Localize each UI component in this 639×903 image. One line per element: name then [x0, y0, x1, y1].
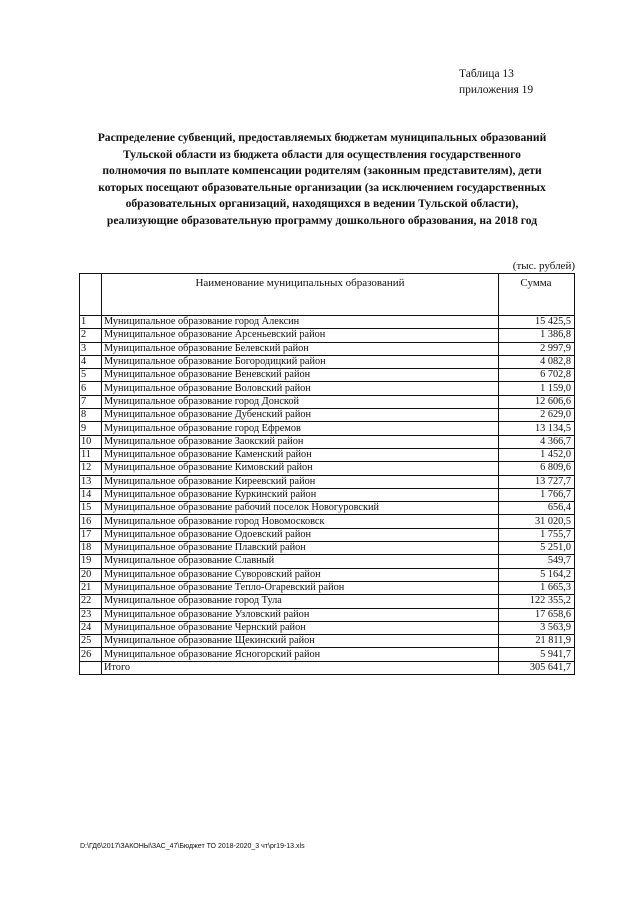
units-label: (тыс. рублей)	[512, 260, 575, 272]
table-row	[80, 448, 575, 461]
row-name: Муниципальное образование Арсеньевский район	[102, 329, 499, 342]
row-number: 12	[80, 462, 102, 475]
total-amount: 305 641,7	[499, 661, 575, 674]
row-name: Муниципальное образование Одоевский район	[102, 528, 499, 541]
row-amount: 4 366,7	[499, 435, 575, 448]
table-row	[80, 369, 575, 382]
table-row	[80, 475, 575, 488]
row-number: 26	[80, 648, 102, 661]
table-row	[80, 395, 575, 408]
row-name: Муниципальное образование Тепло-Огаревский район	[102, 581, 499, 594]
row-name: Муниципальное образование Каменский район	[102, 448, 499, 461]
title-line: которых посещают образовательные организации (за исключением государственных	[98, 180, 546, 194]
annex-reference	[459, 66, 569, 98]
row-number: 18	[80, 542, 102, 555]
row-name: Муниципальное образование Заокский район	[102, 435, 499, 448]
row-number: 11	[80, 448, 102, 461]
row-number: 6	[80, 382, 102, 395]
appendix-label: приложения 19	[459, 84, 534, 96]
row-name: Муниципальное образование Славный	[102, 555, 499, 568]
subvention-table	[79, 273, 575, 675]
row-name: Муниципальное образование рабочий поселок Новогуровский	[102, 502, 499, 515]
total-label: Итого	[102, 661, 499, 674]
table-row	[80, 635, 575, 648]
row-name: Муниципальное образование Щекинский район	[102, 635, 499, 648]
row-amount: 31 020,5	[499, 515, 575, 528]
row-name: Муниципальное образование Дубенский район	[102, 409, 499, 422]
row-name: Муниципальное образование город Тула	[102, 595, 499, 608]
row-name: Муниципальное образование Ясногорский район	[102, 648, 499, 661]
row-amount: 6 702,8	[499, 369, 575, 382]
total-row	[80, 661, 575, 674]
row-name: Муниципальное образование город Ефремов	[102, 422, 499, 435]
table-row	[80, 382, 575, 395]
table-header-row	[80, 274, 575, 316]
row-amount: 656,4	[499, 502, 575, 515]
row-amount: 2 997,9	[499, 342, 575, 355]
header-amount-cell: Сумма	[499, 274, 575, 316]
row-amount: 13 727,7	[499, 475, 575, 488]
table-row	[80, 329, 575, 342]
row-number: 3	[80, 342, 102, 355]
row-number: 4	[80, 355, 102, 368]
title-line: реализующие образовательную программу дошкольного образования, на 2018 год	[106, 213, 538, 227]
row-amount: 17 658,6	[499, 608, 575, 621]
row-amount: 5 941,7	[499, 648, 575, 661]
row-number: 13	[80, 475, 102, 488]
row-amount: 15 425,5	[499, 316, 575, 329]
row-name: Муниципальное образование Киреевский район	[102, 475, 499, 488]
title-line: образовательных организаций, находящихся в ведении Тульской области),	[125, 197, 519, 211]
table-row	[80, 422, 575, 435]
row-amount: 12 606,6	[499, 395, 575, 408]
header-number-cell	[80, 274, 102, 316]
row-number: 21	[80, 581, 102, 594]
row-amount: 6 809,6	[499, 462, 575, 475]
row-number: 7	[80, 395, 102, 408]
table-row	[80, 595, 575, 608]
table-row	[80, 515, 575, 528]
table-row	[80, 502, 575, 515]
row-amount: 2 629,0	[499, 409, 575, 422]
table-row	[80, 568, 575, 581]
table-row	[80, 488, 575, 501]
row-name: Муниципальное образование город Алексин	[102, 316, 499, 329]
row-name: Муниципальное образование Плавский район	[102, 542, 499, 555]
row-name: Муниципальное образование Суворовский район	[102, 568, 499, 581]
title-line: Тульской области из бюджета области для осуществления государственного	[123, 147, 521, 161]
table-label: Таблица 13	[459, 68, 514, 80]
row-name: Муниципальное образование город Новомосковск	[102, 515, 499, 528]
row-amount: 1 452,0	[499, 448, 575, 461]
row-amount: 1 766,7	[499, 488, 575, 501]
table-row	[80, 435, 575, 448]
title-line: полномочия по выплате компенсации родителям (законным представителям), дети	[102, 164, 542, 178]
total-number-cell	[80, 661, 102, 674]
table-row	[80, 621, 575, 634]
title-line: Распределение субвенций, предоставляемых бюджетам муниципальных образований	[97, 131, 547, 144]
row-number: 10	[80, 435, 102, 448]
row-amount: 122 355,2	[499, 595, 575, 608]
table-row	[80, 462, 575, 475]
table-row	[80, 409, 575, 422]
row-name: Муниципальное образование Чернский район	[102, 621, 499, 634]
table-row	[80, 528, 575, 541]
table-row	[80, 648, 575, 661]
row-amount: 5 164,2	[499, 568, 575, 581]
table-row	[80, 555, 575, 568]
row-number: 19	[80, 555, 102, 568]
row-amount: 21 811,9	[499, 635, 575, 648]
row-amount: 549,7	[499, 555, 575, 568]
table-row	[80, 342, 575, 355]
row-amount: 13 134,5	[499, 422, 575, 435]
row-number: 1	[80, 316, 102, 329]
row-number: 2	[80, 329, 102, 342]
row-name: Муниципальное образование Воловский район	[102, 382, 499, 395]
row-number: 14	[80, 488, 102, 501]
header-name-cell: Наименование муниципальных образований	[102, 274, 499, 316]
table-row	[80, 355, 575, 368]
document-title	[72, 130, 572, 230]
row-name: Муниципальное образование Веневский район	[102, 369, 499, 382]
row-number: 23	[80, 608, 102, 621]
row-amount: 1 386,8	[499, 329, 575, 342]
table-row	[80, 316, 575, 329]
row-name: Муниципальное образование Куркинский район	[102, 488, 499, 501]
row-number: 22	[80, 595, 102, 608]
table-row	[80, 581, 575, 594]
row-amount: 3 563,9	[499, 621, 575, 634]
table-row	[80, 542, 575, 555]
row-number: 17	[80, 528, 102, 541]
row-number: 5	[80, 369, 102, 382]
row-number: 25	[80, 635, 102, 648]
row-amount: 1 755,7	[499, 528, 575, 541]
row-number: 24	[80, 621, 102, 634]
row-number: 16	[80, 515, 102, 528]
table-row	[80, 608, 575, 621]
row-number: 15	[80, 502, 102, 515]
row-amount: 1 665,3	[499, 581, 575, 594]
row-name: Муниципальное образование Кимовский район	[102, 462, 499, 475]
row-amount: 5 251,0	[499, 542, 575, 555]
row-number: 20	[80, 568, 102, 581]
row-number: 8	[80, 409, 102, 422]
row-number: 9	[80, 422, 102, 435]
row-name: Муниципальное образование Узловский район	[102, 608, 499, 621]
row-amount: 4 082,8	[499, 355, 575, 368]
row-name: Муниципальное образование Богородицкий район	[102, 355, 499, 368]
row-name: Муниципальное образование Белевский район	[102, 342, 499, 355]
row-amount: 1 159,0	[499, 382, 575, 395]
file-path-footer: D:\ГД6\2017\ЗАКОНЫ\ЗАС_47\Бюджет ТО 2018-2020_3 чт\pr19-13.xls	[80, 843, 305, 850]
row-name: Муниципальное образование город Донской	[102, 395, 499, 408]
